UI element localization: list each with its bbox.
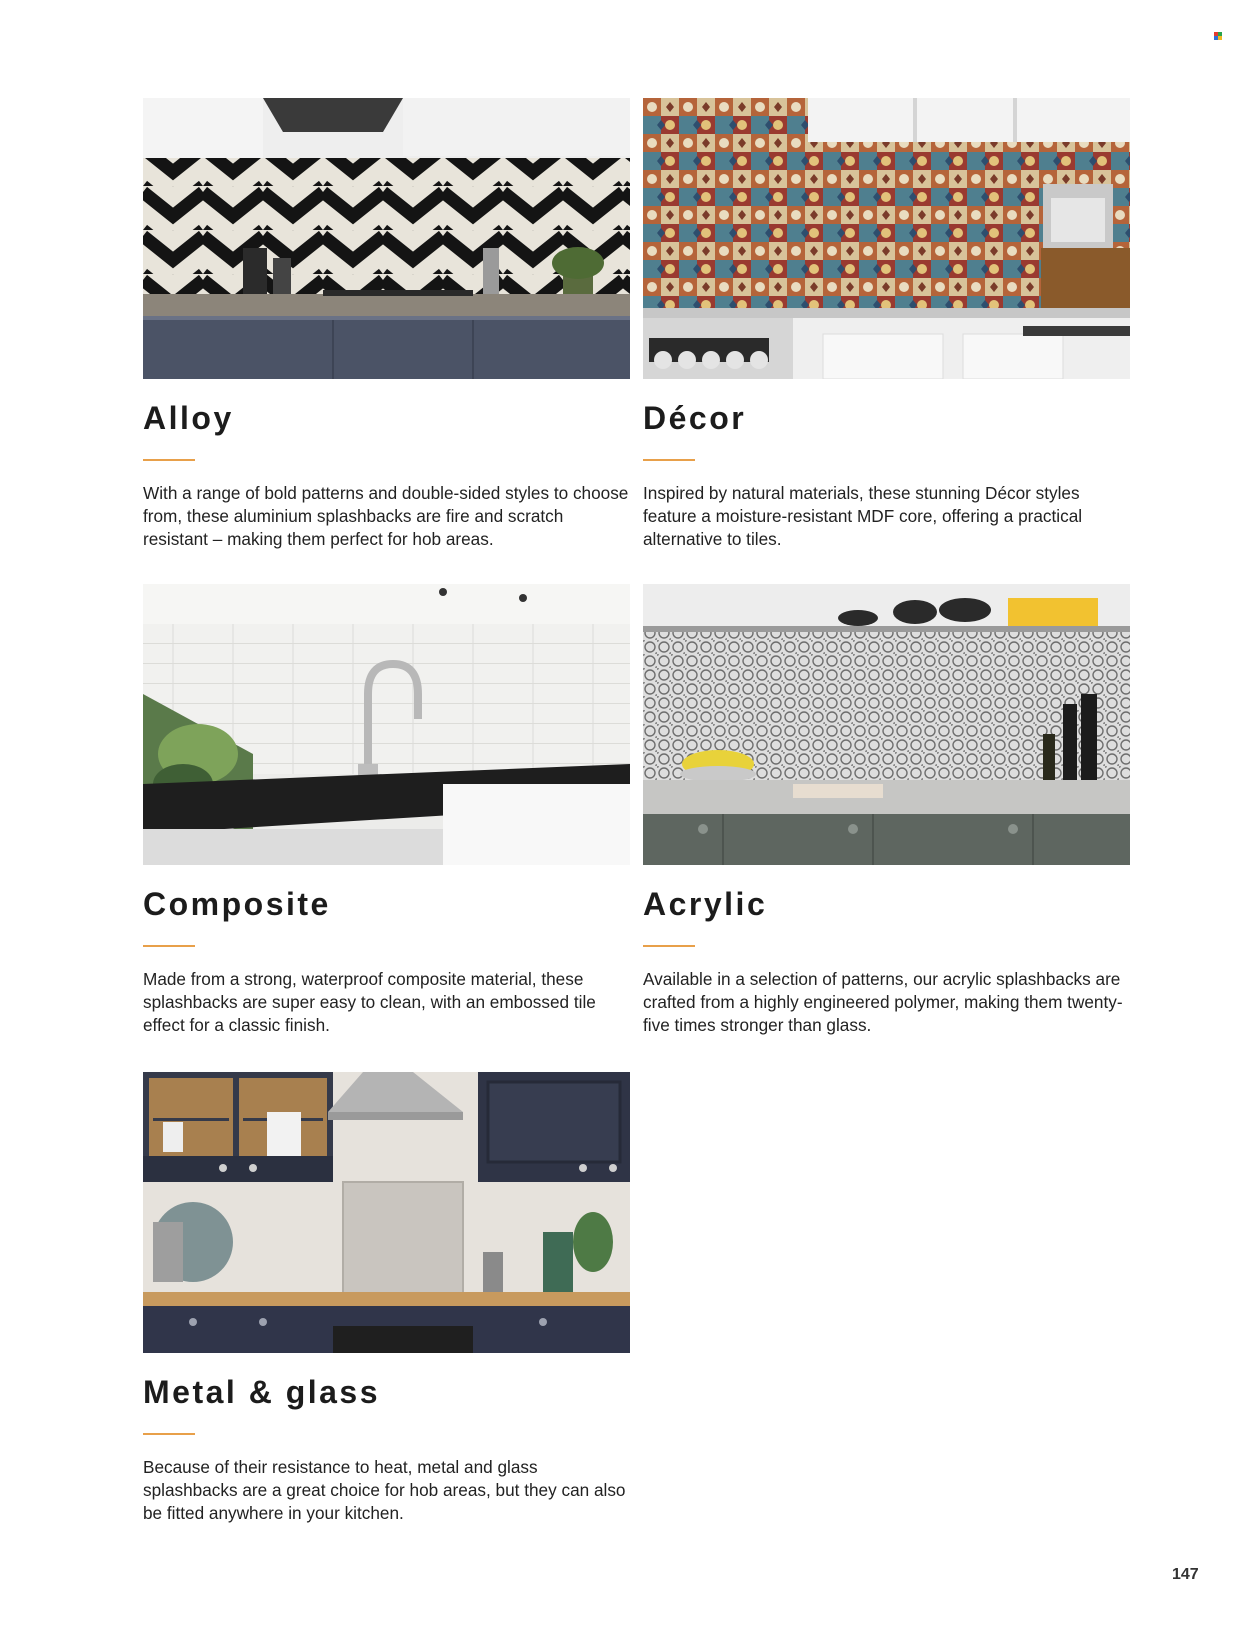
- accent-rule: [143, 1433, 195, 1435]
- product-title: Décor: [643, 400, 747, 436]
- accent-rule: [143, 459, 195, 461]
- product-card-metal-glass: [143, 1072, 630, 1525]
- accent-rule: [143, 945, 195, 947]
- acrylic-kitchen-photo: [643, 584, 1130, 865]
- product-title: Alloy: [143, 400, 234, 436]
- product-card-composite: [143, 584, 630, 1037]
- product-description: Because of their resistance to heat, metal and glass splashbacks are a great choice for hob areas, but they can also be fitted anywhere in your kitchen.: [143, 1457, 626, 1523]
- product-title: Metal & glass: [143, 1374, 381, 1410]
- product-description: With a range of bold patterns and double-sided styles to choose from, these aluminium splashbacks are fire and scratch resistant – making them perfect for hob areas.: [143, 483, 629, 549]
- accent-rule: [643, 945, 695, 947]
- product-card-alloy: [143, 98, 630, 551]
- metal-glass-kitchen-photo: [143, 1072, 630, 1353]
- product-description: Inspired by natural materials, these stunning Décor styles feature a moisture-resistant MDF core, offering a practical alternative to tiles.: [643, 483, 1083, 549]
- product-card-decor: [643, 98, 1130, 551]
- decor-kitchen-photo: [643, 98, 1130, 379]
- page-number: 147: [1172, 1566, 1199, 1583]
- product-description: Available in a selection of patterns, our acrylic splashbacks are crafted from a highly engineered polymer, making them twenty-five times stronger than glass.: [643, 969, 1123, 1035]
- composite-kitchen-photo: [143, 584, 630, 865]
- product-card-acrylic: [643, 584, 1130, 1037]
- product-title: Composite: [143, 886, 331, 922]
- product-title: Acrylic: [643, 886, 768, 922]
- brand-logo-icon: [1214, 32, 1222, 40]
- alloy-kitchen-photo: [143, 98, 630, 379]
- product-description: Made from a strong, waterproof composite material, these splashbacks are super easy to clean, with an embossed tile effect for a classic finish.: [143, 969, 596, 1035]
- accent-rule: [643, 459, 695, 461]
